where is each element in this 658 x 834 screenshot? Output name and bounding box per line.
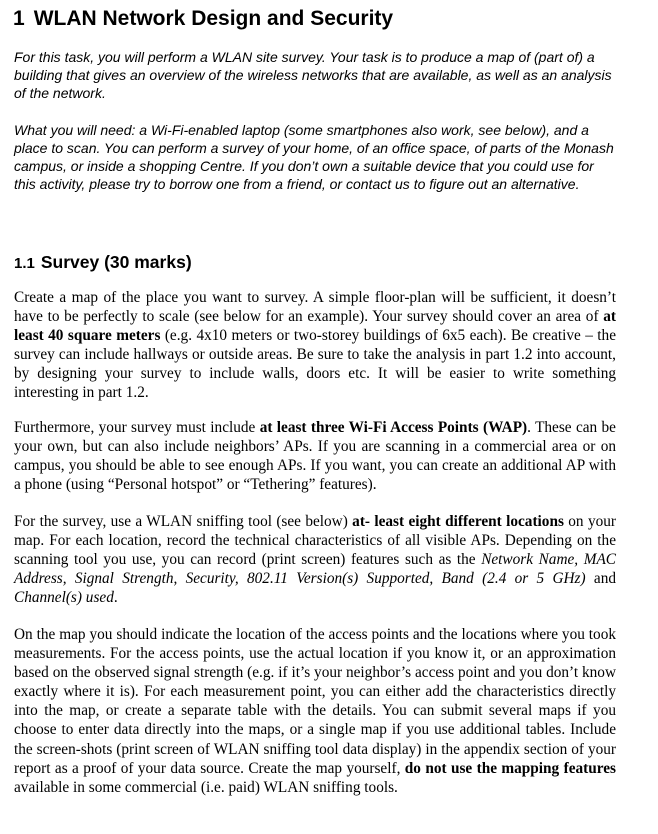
italic-run: Channel(s) used (14, 589, 114, 607)
italic-run: Network Name, MAC Address, Signal Strength, Security, 802.11 Version(s) Supported, Band (2.4 or 5 GHz) (14, 551, 616, 588)
subsection-heading (14, 250, 192, 276)
intro-paragraph-task: For this task, you will perform a WLAN site survey. Your task is to produce a map of (part of) a building that gives an overview of the wireless networks that are available, as well as an analysis of the network. (14, 49, 612, 101)
section-heading-title: WLAN Network Design and Security (33, 7, 394, 30)
bold-run: at- least eight different locations (352, 513, 564, 530)
bold-run: at least three Wi-Fi Access Points (WAP) (259, 419, 528, 436)
text-run: available in some commercial (i.e. paid) WLAN sniffing tools. (14, 778, 398, 796)
text-run: Create a map of the place you want to survey. A simple floor-plan will be sufficient, it doesn’t have to be perfectly to scale (see below for an example). Your survey should cover an area of (14, 289, 616, 326)
text-run: . These can be your own, but can also include neighbors’ APs. If you are scanning in a commercial area or on campus, you should be able to see enough APs. If you want, you can create an additional AP with a phone (using “Personal hotspot” or “Tethering” features). (14, 419, 616, 494)
text-run: on your map. For each location, record the technical characteristics of all visible APs. Depending on the scanning tool you use, you can record (print screen) features such as the (14, 513, 616, 569)
subsection-heading-number: 1.1 (14, 255, 35, 272)
bold-run: at least 40 square meters (14, 308, 616, 345)
subsection-heading-title: Survey (30 marks) (40, 252, 192, 272)
text-run: . (113, 589, 118, 607)
text-run: Furthermore, your survey must include (14, 419, 260, 436)
text-run: (e.g. 4x10 meters or two-storey buildings of 6x5 each). Be creative – the survey can include hallways or outside areas. Be sure to take the analysis in part 1.2 into account, by designing your survey to include walls, doors etc. It will be easier to write something interesting in part 1.2. (14, 327, 616, 402)
bold-run: do not use the mapping features (404, 759, 616, 777)
survey-paragraph-locations (14, 512, 616, 607)
survey-paragraph-map (14, 288, 616, 403)
text-run: For the survey, use a WLAN sniffing tool (see below) (14, 513, 353, 530)
text-run: and (585, 570, 616, 588)
section-heading (13, 5, 393, 33)
intro-paragraph-requirements: What you will need: a Wi-Fi-enabled laptop (some smartphones also work, see below), and a place to scan. You can perform a survey of your home, of an office space, of parts of the Monash campus, or inside a shopping Centre. If you don’t own a suitable device that you could use for this activity, please try to borrow one from a friend, or contact us to figure out an alternative. (14, 122, 614, 192)
survey-paragraph-map-details (14, 625, 616, 797)
survey-paragraph-access-points (14, 418, 616, 494)
section-heading-number: 1 (13, 7, 25, 30)
text-run: On the map you should indicate the location of the access points and the locations where you took measurements. For the access points, use the actual location if you know it, or an approximation based on the observed signal strength (e.g. if it’s your neighbor’s access point and you don’t know exactly where it is). For each measurement point, you can either add the characteristics directly into the map, or create a separate table with the details. You can submit several maps if you choose to enter data directly into the maps, or a single map if you use additional tables. Include the screen-shots (print screen of WLAN sniffing tool data display) in the appendix section of your report as a proof of your data source. Create the map yourself, (14, 626, 616, 777)
